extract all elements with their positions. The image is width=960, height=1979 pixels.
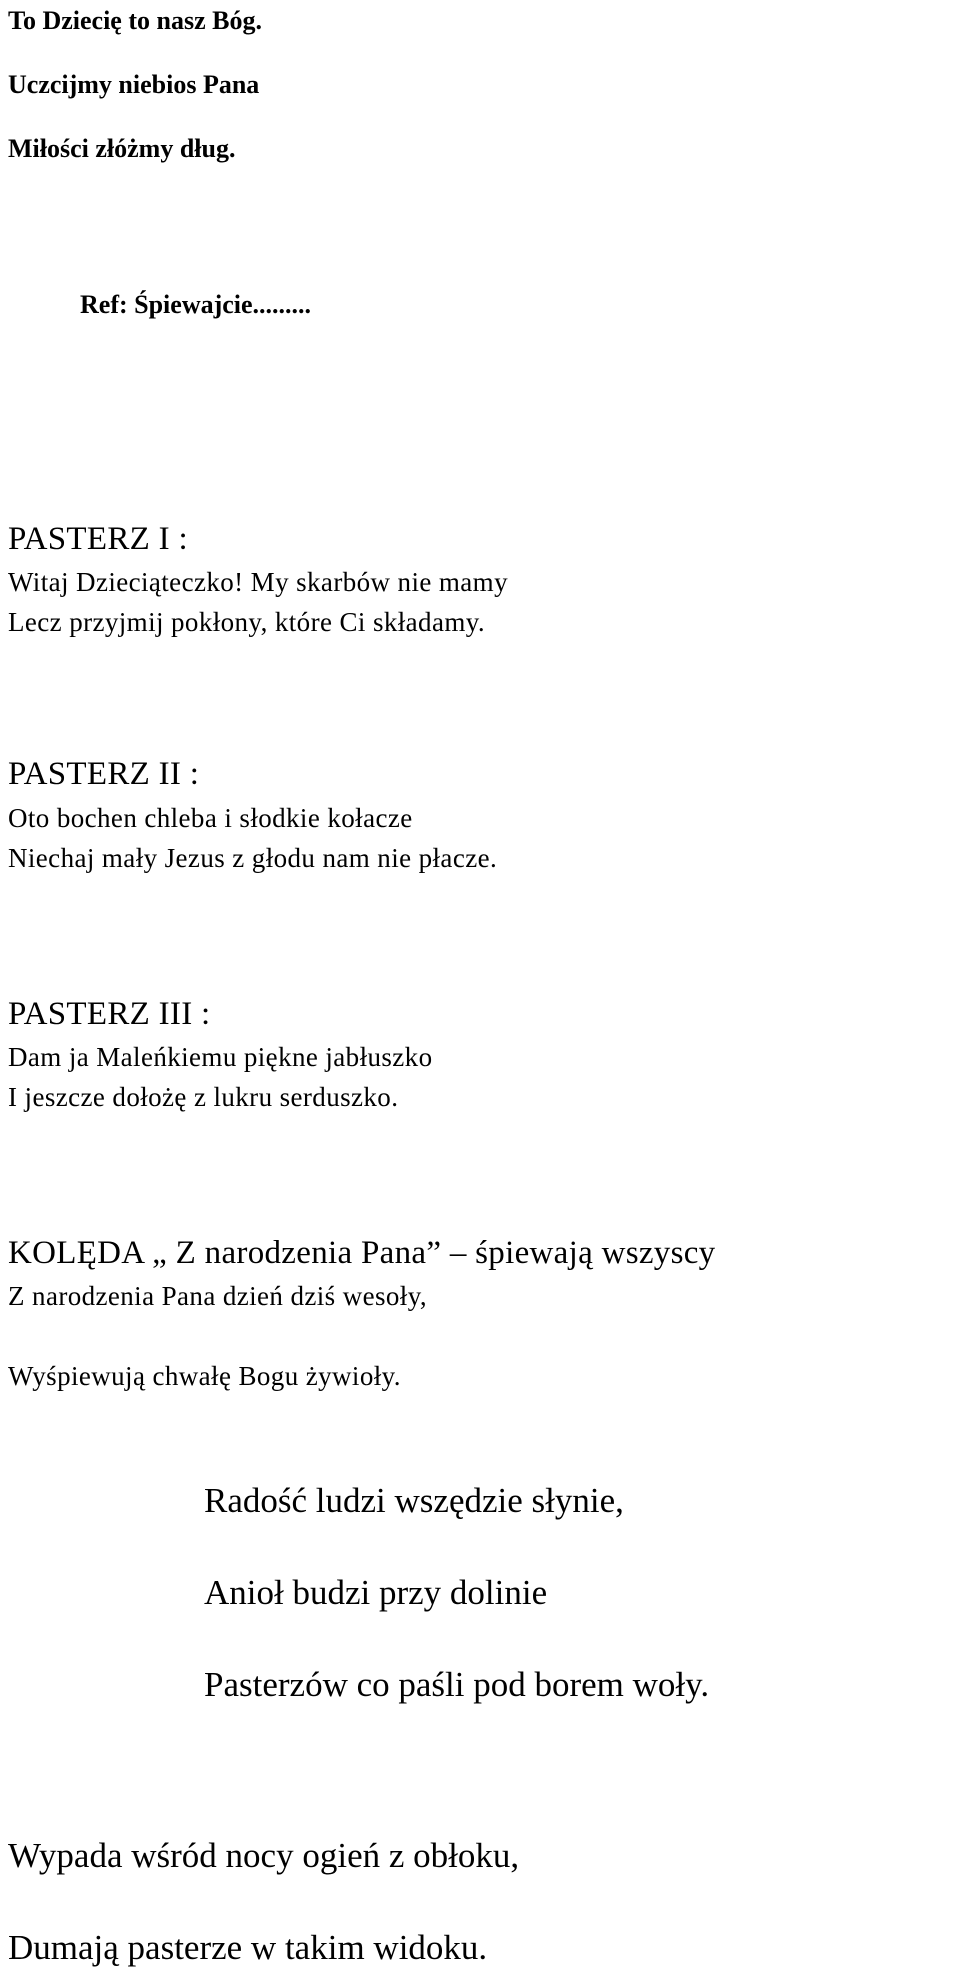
- pasterz-2-line-2: Niechaj mały Jezus z głodu nam nie płacze.: [8, 843, 498, 873]
- pasterz-3-heading: PASTERZ III :: [8, 996, 211, 1032]
- koleda-line-2: Wyśpiewują chwałę Bogu żywioły.: [8, 1361, 401, 1391]
- pasterz-1-line-1: Witaj Dzieciąteczko! My skarbów nie mamy: [8, 567, 508, 597]
- pasterz-1-heading: PASTERZ I :: [8, 521, 188, 557]
- refrain-line: Ref: Śpiewajcie.........: [80, 290, 312, 319]
- chorus-line-3: Pasterzów co paśli pod borem woły.: [204, 1665, 710, 1704]
- chorus-line-1: Radość ludzi wszędzie słynie,: [204, 1481, 624, 1520]
- pasterz-2-line-1: Oto bochen chleba i słodkie kołacze: [8, 803, 413, 833]
- pasterz-1-line-2: Lecz przyjmij pokłony, które Ci składamy.: [8, 607, 486, 637]
- pasterz-3-line-2: I jeszcze dołożę z lukru serduszko.: [8, 1082, 399, 1112]
- intro-line-2: Uczcijmy niebios Pana: [8, 70, 260, 99]
- pasterz-3-line-1: Dam ja Maleńkiemu piękne jabłuszko: [8, 1042, 433, 1072]
- intro-line-1: To Dziecię to nasz Bóg.: [8, 6, 262, 35]
- verse-2-line-2: Dumają pasterze w takim widoku.: [8, 1928, 488, 1967]
- pasterz-2-heading: PASTERZ II :: [8, 756, 200, 792]
- chorus-line-2: Anioł budzi przy dolinie: [204, 1573, 548, 1612]
- verse-2-line-1: Wypada wśród nocy ogień z obłoku,: [8, 1836, 520, 1875]
- intro-line-3: Miłości złóżmy dług.: [8, 134, 236, 163]
- koleda-heading: KOLĘDA „ Z narodzenia Pana” – śpiewają wszyscy: [8, 1235, 716, 1271]
- koleda-line-1: Z narodzenia Pana dzień dziś wesoły,: [8, 1281, 428, 1311]
